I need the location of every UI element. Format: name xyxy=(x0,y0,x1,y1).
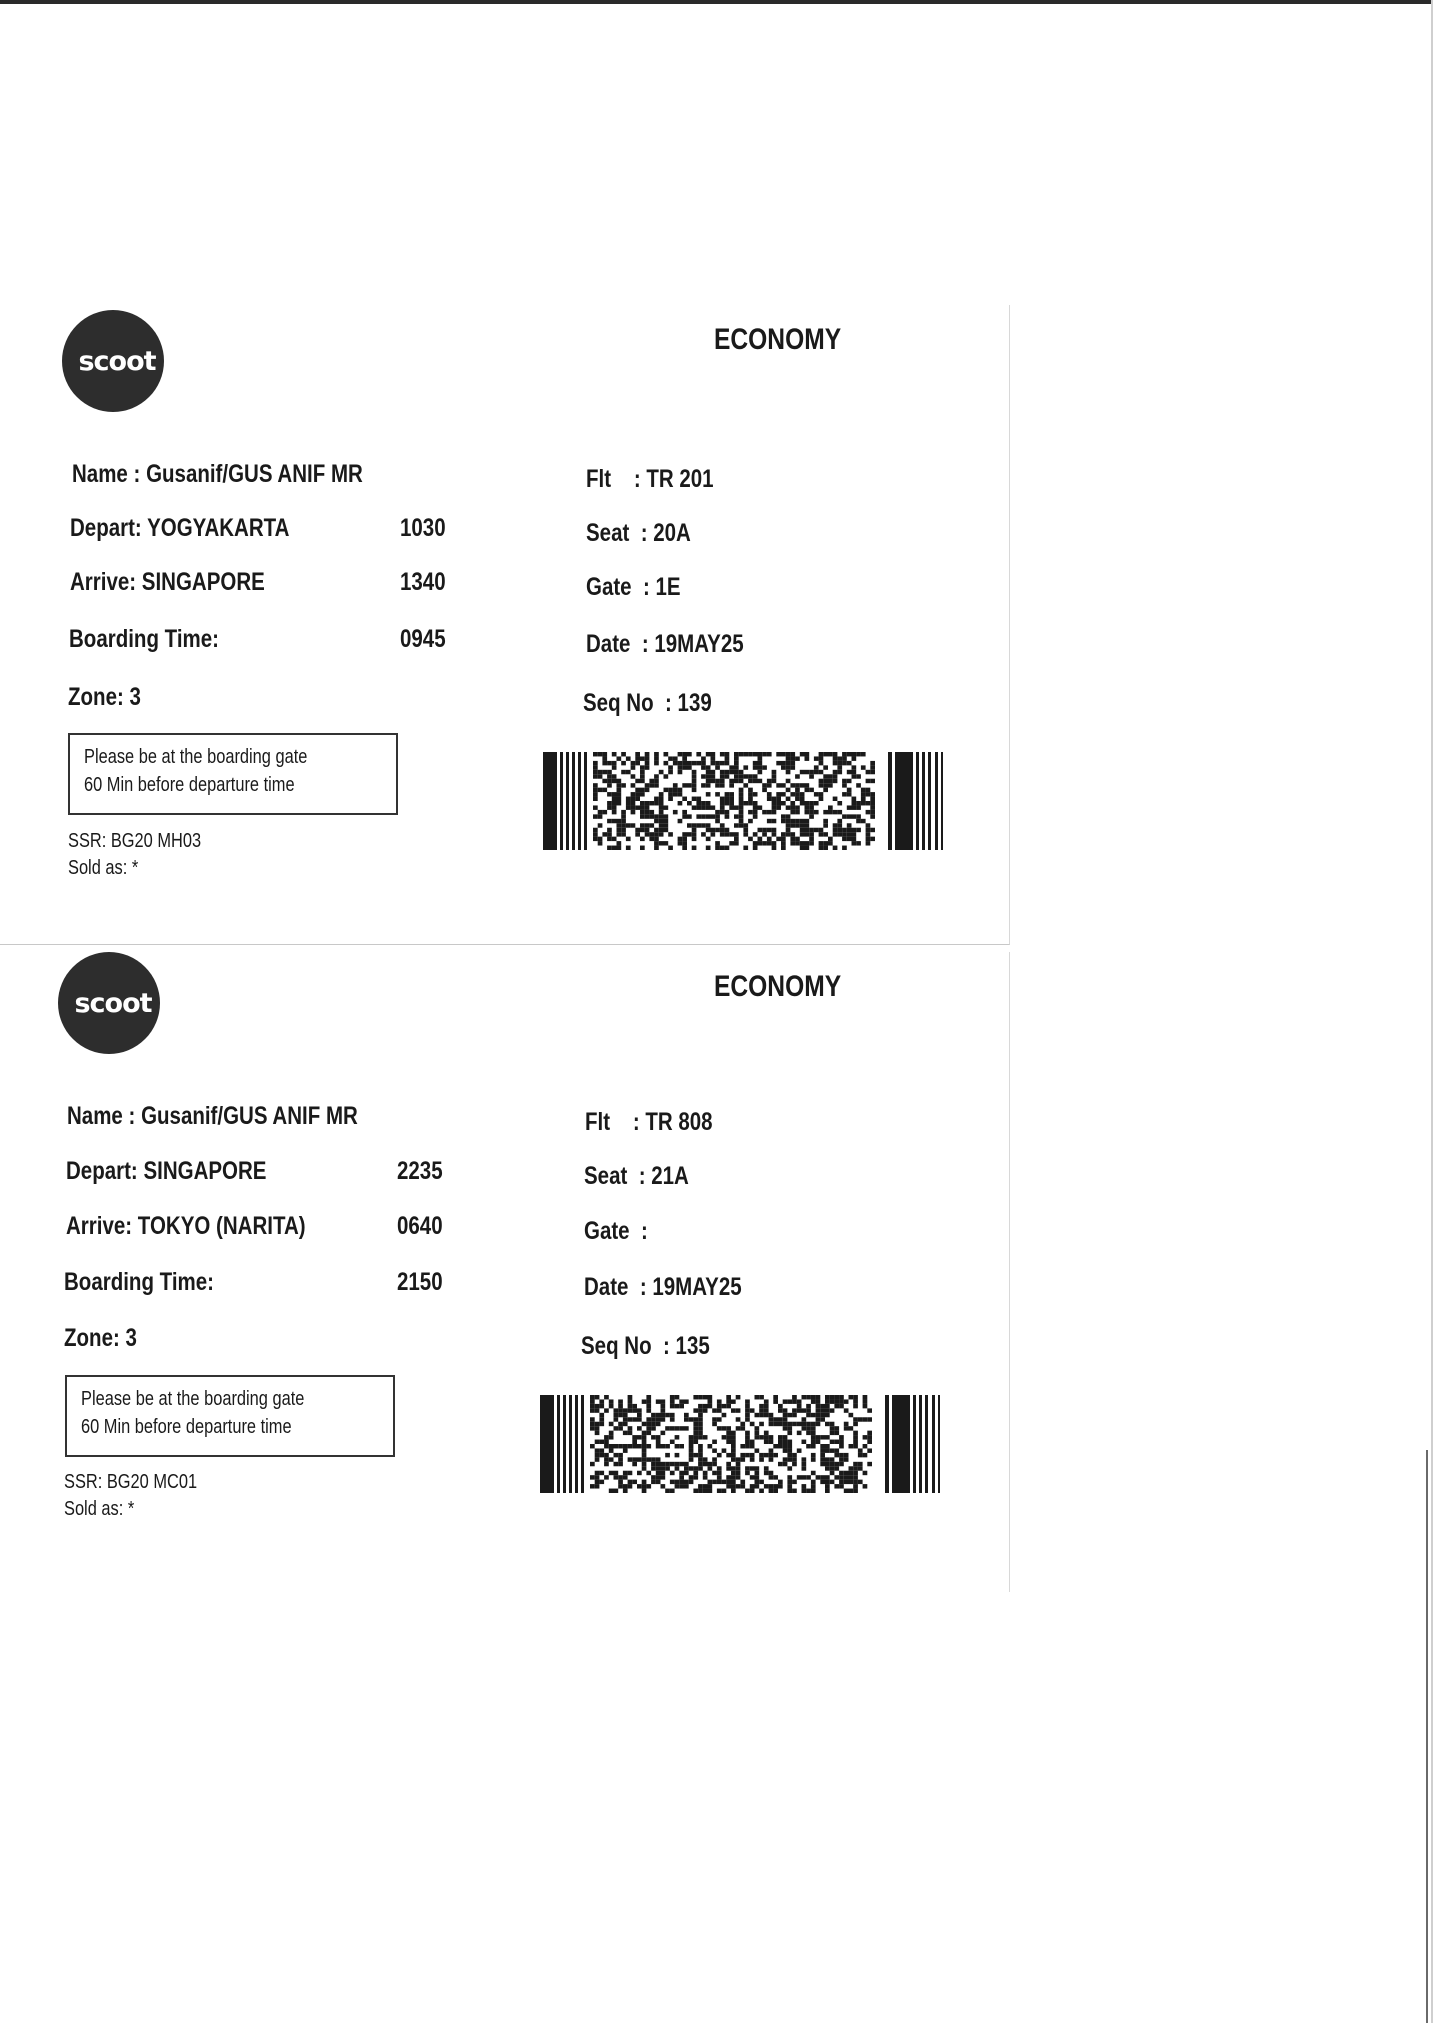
ssr-code: SSR: BG20 MH03 xyxy=(68,830,202,852)
notice-line-1: Please be at the boarding gate xyxy=(84,746,308,768)
arrive-city: SINGAPORE xyxy=(141,568,265,596)
flight-number: TR 201 xyxy=(646,465,714,493)
zone-label: Zone: xyxy=(68,683,124,711)
depart-label: Depart: xyxy=(66,1157,138,1185)
zone-value: 3 xyxy=(129,683,141,711)
logo-text: scoot xyxy=(74,987,152,1019)
seq-number: 135 xyxy=(675,1332,710,1360)
arrive-label: Arrive: xyxy=(66,1212,133,1240)
name-label: Name : xyxy=(67,1102,136,1130)
gate-row xyxy=(586,573,681,602)
depart-row xyxy=(66,1157,266,1186)
zone-label: Zone: xyxy=(64,1324,120,1352)
notice-line-2: 60 Min before departure time xyxy=(84,774,295,796)
scoot-logo xyxy=(62,310,164,412)
cabin-class: ECONOMY xyxy=(714,323,842,356)
boarding-pass-1 xyxy=(0,305,1010,945)
gate-label: Gate : xyxy=(584,1217,648,1245)
passenger-name: Gusanif/GUS ANIF MR xyxy=(146,460,363,488)
name-row xyxy=(72,460,363,489)
arrive-time: 0640 xyxy=(397,1212,443,1240)
date-label: Date : xyxy=(586,630,649,658)
pdf417-barcode xyxy=(540,1395,940,1493)
date-row xyxy=(586,630,744,659)
flight-row xyxy=(586,465,714,494)
flight-date: 19MAY25 xyxy=(652,1273,742,1301)
scoot-logo xyxy=(58,952,160,1054)
boarding-notice xyxy=(68,733,398,815)
arrive-label: Arrive: xyxy=(70,568,137,596)
seat-number: 21A xyxy=(651,1162,689,1190)
seat-number: 20A xyxy=(653,519,691,547)
flight-number: TR 808 xyxy=(645,1108,713,1136)
flight-label: Flt : xyxy=(585,1108,640,1136)
depart-city: YOGYAKARTA xyxy=(147,514,290,542)
flight-row xyxy=(585,1108,713,1137)
flight-date: 19MAY25 xyxy=(654,630,744,658)
arrive-row xyxy=(70,568,265,597)
scan-edge-shadow xyxy=(1426,1450,1428,2023)
seq-label: Seq No : xyxy=(581,1332,670,1360)
arrive-city: TOKYO (NARITA) xyxy=(137,1212,306,1240)
passenger-name: Gusanif/GUS ANIF MR xyxy=(141,1102,358,1130)
pdf417-barcode xyxy=(543,752,943,850)
zone-value: 3 xyxy=(125,1324,137,1352)
seat-row xyxy=(584,1162,689,1191)
ssr-code: SSR: BG20 MC01 xyxy=(64,1471,198,1493)
name-row xyxy=(67,1102,358,1131)
date-label: Date : xyxy=(584,1273,647,1301)
sold-as: Sold as: * xyxy=(64,1498,135,1520)
boarding-notice xyxy=(65,1375,395,1457)
flight-label: Flt : xyxy=(586,465,641,493)
seat-label: Seat : xyxy=(584,1162,646,1190)
arrive-time: 1340 xyxy=(400,568,446,596)
name-label: Name : xyxy=(72,460,141,488)
depart-label: Depart: xyxy=(70,514,142,542)
scan-edge-top xyxy=(0,0,1433,4)
seat-row xyxy=(586,519,691,548)
sold-as: Sold as: * xyxy=(68,857,139,879)
logo-text: scoot xyxy=(78,345,156,377)
seq-row xyxy=(583,689,712,718)
boarding-time: 0945 xyxy=(400,625,446,653)
seq-number: 139 xyxy=(677,689,712,717)
gate-label: Gate : xyxy=(586,573,650,601)
notice-line-1: Please be at the boarding gate xyxy=(81,1388,305,1410)
zone-row xyxy=(68,683,141,712)
boarding-pass-2 xyxy=(0,952,1010,1592)
depart-row xyxy=(70,514,289,543)
gate-row xyxy=(584,1217,653,1246)
date-row xyxy=(584,1273,742,1302)
arrive-row xyxy=(66,1212,306,1241)
depart-city: SINGAPORE xyxy=(143,1157,267,1185)
gate-number: 1E xyxy=(655,573,681,601)
seq-label: Seq No : xyxy=(583,689,672,717)
notice-line-2: 60 Min before departure time xyxy=(81,1416,292,1438)
boarding-time: 2150 xyxy=(397,1268,443,1296)
boarding-label: Boarding Time: xyxy=(69,625,219,653)
seq-row xyxy=(581,1332,710,1361)
depart-time: 2235 xyxy=(397,1157,443,1185)
zone-row xyxy=(64,1324,137,1353)
depart-time: 1030 xyxy=(400,514,446,542)
seat-label: Seat : xyxy=(586,519,648,547)
boarding-label: Boarding Time: xyxy=(64,1268,214,1296)
cabin-class: ECONOMY xyxy=(714,970,842,1003)
